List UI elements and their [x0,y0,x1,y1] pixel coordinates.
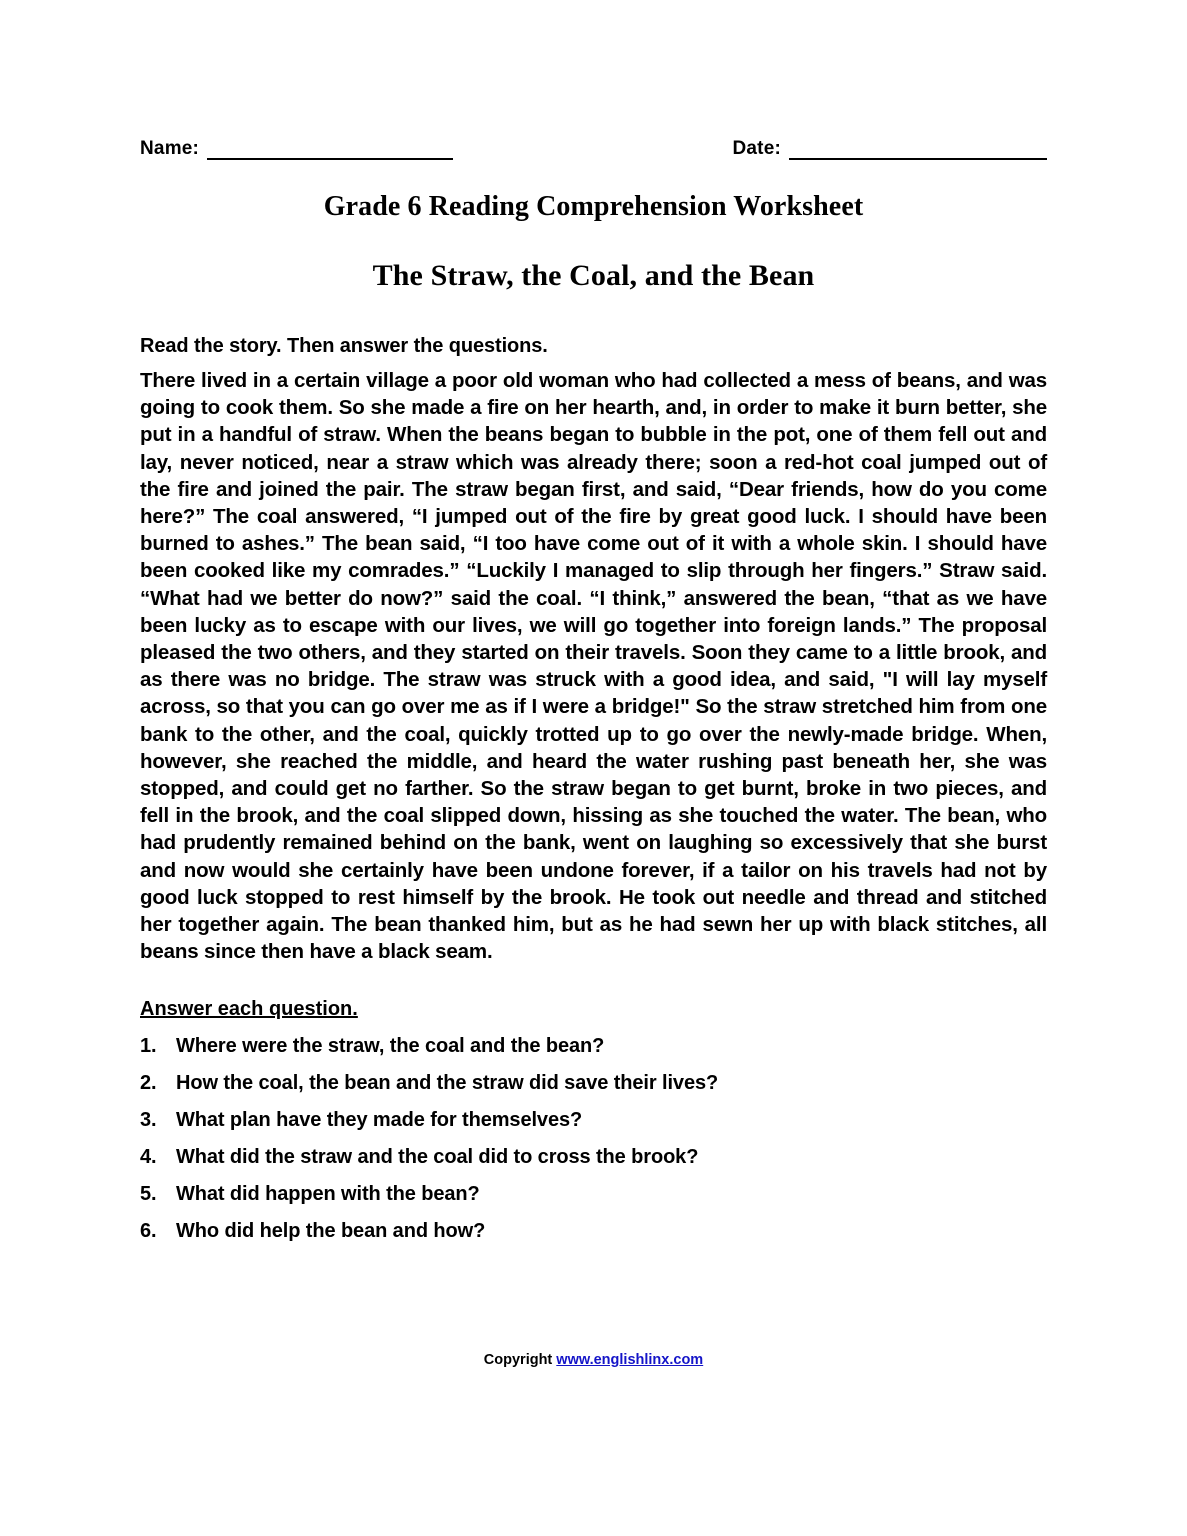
question-item [140,1072,1047,1095]
question-item [140,1035,1047,1058]
date-label: Date: [732,138,781,159]
name-date-row [140,0,1047,160]
date-group [732,138,1047,160]
name-label: Name: [140,138,200,159]
instructions-text: Read the story. Then answer the questions. [140,335,548,357]
questions-list [140,1035,1047,1243]
question-number: 3. [140,1109,157,1132]
date-input-line[interactable] [789,142,1047,160]
question-item [140,1109,1047,1132]
name-input-line[interactable] [207,142,453,160]
question-number: 1. [140,1035,157,1058]
question-text: What did happen with the bean? [176,1183,480,1206]
question-item [140,1220,1047,1243]
question-text: Who did help the bean and how? [176,1220,486,1243]
name-group [140,138,453,160]
question-item [140,1183,1047,1206]
footer [0,1352,1187,1368]
question-number: 4. [140,1146,157,1169]
question-number: 2. [140,1072,157,1095]
question-text: What plan have they made for themselves? [176,1109,583,1132]
story-passage: There lived in a certain village a poor old woman who had collected a mess of beans, and was going to cook them. So she made a fire on her hearth, and, in order to make it burn better, she put in a handful of straw. When the beans began to bubble in the pot, one of them fell out and lay, never noticed, near a straw which was already there; soon a red-hot coal jumped out of the fire and joined the pair. The straw began first, and said, “Dear friends, how do you come here?” The coal answered, “I jumped out of the fire by great good luck. I should have been burned to ashes.” The bean said, “I too have come out of it with a whole skin. I should have been cooked like my comrades.” “Luckily I managed to slip through her fingers.” Straw said. “What had we better do now?” said the coal. “I think,” answered the bean, “that as we have been lucky as to escape with our lives, we will go together into foreign lands.” The proposal pleased the two others, and they started on their travels. Soon they came to a little brook, and as there was no bridge. The straw was struck with a good idea, and said, "I will lay myself across, so that you can go over me as if I were a bridge!" So the straw stretched him from one bank to the other, and the coal, quickly trotted up to go over the newly-made bridge. When, however, she reached the middle, and heard the water rushing past beneath her, she was stopped, and could get no farther. So the straw began to get burnt, broke in two pieces, and fell in the brook, and the coal slipped down, hissing as she touched the water. The bean, who had prudently remained behind on the bank, went on laughing so excessively that she burst and now would she certainly have been undone forever, if a tailor on his travels had not by good luck stopped to rest himself by the brook. He took out needle and thread and stitched her together again. The bean thanked him, but as he had sewn her up with black stitches, all beans since then have a black seam. [140,369,1047,964]
story-title: The Straw, the Coal, and the Bean [372,259,815,292]
question-text: How the coal, the bean and the straw did save their lives? [176,1072,719,1095]
englishlinx-link[interactable]: www.englishlinx.com [556,1352,704,1368]
question-item [140,1146,1047,1169]
answer-section-heading: Answer each question. [140,998,358,1021]
question-text: What did the straw and the coal did to cross the brook? [176,1146,699,1169]
worksheet-title: Grade 6 Reading Comprehension Worksheet [323,191,864,222]
question-number: 5. [140,1183,157,1206]
question-text: Where were the straw, the coal and the bean? [176,1035,605,1058]
copyright-text: Copyright [483,1352,557,1368]
question-number: 6. [140,1220,157,1243]
